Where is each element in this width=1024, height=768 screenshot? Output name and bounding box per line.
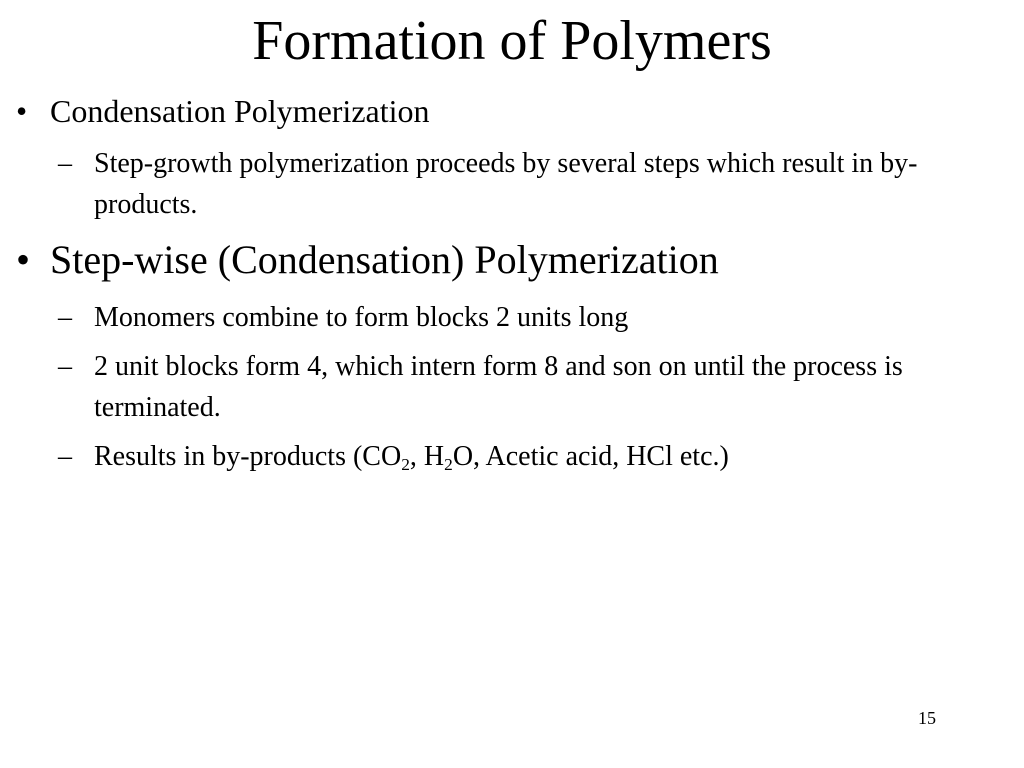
bullet-text: Condensation Polymerization [50, 93, 430, 129]
text-part: Results in by-products (CO [94, 441, 402, 472]
subscript: 2 [401, 454, 410, 474]
bullet-marker: • [16, 93, 28, 129]
sub-bullet-monomers [58, 297, 1008, 338]
sub-bullet-unit-blocks [58, 346, 1008, 428]
sub-bullet-text: Monomers combine to form blocks 2 units long [94, 302, 629, 333]
bullet-step-wise-polymerization [16, 236, 1006, 284]
bullet-condensation-polymerization [16, 91, 1006, 131]
sub-bullet-step-growth [58, 143, 1008, 225]
sub-bullet-text: Step-growth polymerization proceeds by several steps which result in by-products. [94, 148, 918, 220]
text-part: O, Acetic acid, HCl etc.) [452, 441, 729, 472]
dash-marker: – [58, 441, 72, 472]
bullet-text: Step-wise (Condensation) Polymerization [50, 237, 719, 282]
text-part: , H [409, 441, 445, 472]
dash-marker: – [58, 302, 72, 333]
page-number: 15 [918, 708, 936, 728]
bullet-marker: • [16, 237, 31, 282]
sub-bullet-text: 2 unit blocks form 4, which intern form 8 and son on until the process is terminated. [94, 351, 903, 423]
sub-bullet-by-products [58, 436, 1008, 477]
dash-marker: – [58, 351, 72, 382]
sub-bullet-text [94, 436, 1008, 477]
dash-marker: – [58, 148, 72, 179]
slide-title: Formation of Polymers [252, 10, 772, 72]
subscript: 2 [444, 454, 453, 474]
